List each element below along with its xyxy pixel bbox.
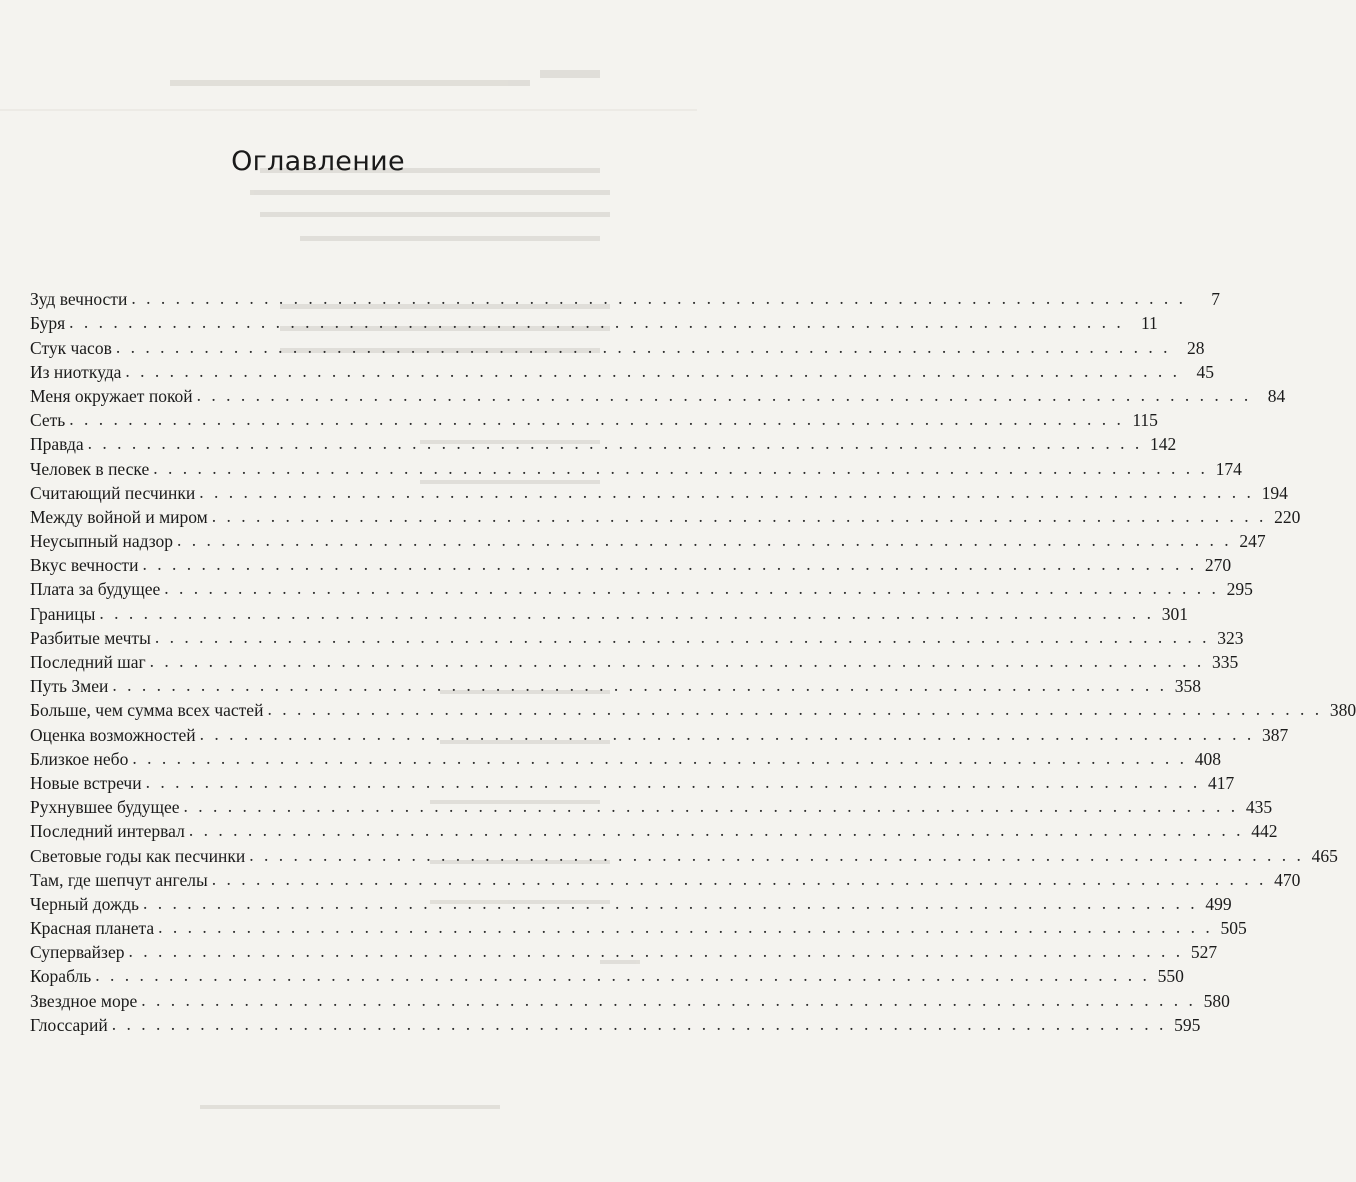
toc-entry-title: Между войной и миром [30,506,208,527]
toc-entry-title: Световые годы как песчинки [30,845,246,866]
toc-entry-title: Границы [30,603,96,624]
toc-dot-leader: . . . . . . . . . . . . . . . . . . . . . . . . . . . . . . . . . . . . . . . . . . . . . . . . . . . . . . . . . . . . . . . . . . . . . . . . [188,820,1244,841]
toc-dot-leader: . . . . . . . . . . . . . . . . . . . . . . . . . . . . . . . . . . . . . . . . . . . . . . . . . . . . . . . . . . . . . . . . . . . . . . . . [142,892,1198,913]
toc-entry-title: Вкус вечности [30,555,139,576]
toc-entry-page-number: 505 [1220,918,1247,939]
toc-entry [30,890,1232,914]
toc-entry-title: Рухнувшее будущее [30,797,180,818]
toc-entry-page-number: 417 [1207,772,1235,793]
toc-dot-leader: . . . . . . . . . . . . . . . . . . . . . . . . . . . . . . . . . . . . . . . . . . . . . . . . . . . . . . . . . . . . . . . . . . . . . . . . [99,602,1155,623]
toc-dot-leader: . . . . . . . . . . . . . . . . . . . . . . . . . . . . . . . . . . . . . . . . . . . . . . . . . . . . . . . . . . . . . . . . . . . . . . . . [196,384,1252,405]
toc-entry [30,333,1205,358]
toc-entry [30,479,1288,503]
toc-entry-title: Плата за будущее [30,579,161,600]
toc-entry [30,672,1201,697]
toc-entry [30,358,1215,382]
toc-entry-title: Глоссарий [30,1014,108,1035]
toc-entry [30,624,1244,648]
toc-entry [30,793,1273,818]
toc-dot-leader: . . . . . . . . . . . . . . . . . . . . . . . . . . . . . . . . . . . . . . . . . . . . . . . . . . . . . . . . . . . . . . . . . . . . . . . . [211,868,1267,889]
toc-dot-leader: . . . . . . . . . . . . . . . . . . . . . . . . . . . . . . . . . . . . . . . . . . . . . . . . . . . . . . . . . . . . . . . . . . . . . . . . [199,723,1255,744]
toc-entry-page-number: 442 [1251,821,1278,842]
toc-entry-title: Новые встречи [30,772,142,793]
toc-entry-title: Правда [30,434,84,455]
toc-dot-leader: . . . . . . . . . . . . . . . . . . . . . . . . . . . . . . . . . . . . . . . . . . . . . . . . . . . . . . . . . . . . . . . . . . . . . . . . [131,288,1186,309]
toc-entry-page-number: 174 [1215,458,1242,479]
toc-dot-leader: . . . . . . . . . . . . . . . . . . . . . . . . . . . . . . . . . . . . . . . . . . . . . . . . . . . . . . . . . . . . . . . . . . . . . . . . [177,530,1232,551]
toc-entry-title: Последний интервал [30,821,185,842]
toc-dot-leader: . . . . . . . . . . . . . . . . . . . . . . . . . . . . . . . . . . . . . . . . . . . . . . . . . . . . . . . . . . . . . . . . . . . . . . . . [149,651,1205,671]
toc-entry-title: Человек в песке [30,458,150,479]
toc-entry-title: Зуд вечности [30,289,128,310]
toc-dot-leader: . . . . . . . . . . . . . . . . . . . . . . . . . . . . . . . . . . . . . . . . . . . . . . . . . . . . . . . . . . . . . . . . . . . . . . . . [153,457,1208,478]
toc-entry-page-number: 380 [1329,700,1356,721]
toc-entry-page-number: 435 [1245,797,1273,818]
toc-entry-page-number: 84 [1267,385,1286,406]
toc-entry-page-number: 7 [1211,289,1220,310]
toc-entry [30,866,1301,890]
toc-entry-page-number: 499 [1205,893,1232,914]
toc-entry-page-number: 595 [1174,1014,1201,1035]
toc-dot-leader: . . . . . . . . . . . . . . . . . . . . . . . . . . . . . . . . . . . . . . . . . . . . . . . . . . . . . . . . . . . . . . . . . . . . . . . . [111,1013,1167,1034]
toc-entry [30,430,1177,455]
toc-entry-page-number: 247 [1239,531,1266,552]
toc-dot-leader: . . . . . . . . . . . . . . . . . . . . . . . . . . . . . . . . . . . . . . . . . . . . . . . . . . . . . . . . . . . . . . . . . . . . . . . . [199,481,1254,502]
toc-entry-page-number: 465 [1311,845,1338,866]
toc-entry [30,720,1289,745]
toc-entry [30,648,1239,672]
toc-entry-title: Черный дождь [30,893,139,914]
toc-entry-title: Неусыпный надзор [30,531,174,552]
page-title: Оглавление [231,146,405,177]
table-of-contents [30,285,1356,1035]
toc-entry [30,551,1232,576]
toc-dot-leader: . . . . . . . . . . . . . . . . . . . . . . . . . . . . . . . . . . . . . . . . . . . . . . . . . . . . . . . . . . . . . . . . . . . . . . . . [112,675,1167,696]
toc-entry-title: Путь Змеи [30,676,109,697]
toc-entry-title: Считающий песчинки [30,482,196,503]
toc-entry [30,503,1301,527]
toc-entry [30,938,1218,963]
toc-entry [30,696,1356,721]
toc-dot-leader: . . . . . . . . . . . . . . . . . . . . . . . . . . . . . . . . . . . . . . . . . . . . . . . . . . . . . . . . . . . . . . . . . . . . . . . . [211,505,1267,526]
toc-entry [30,285,1220,310]
toc-entry-title: Последний шаг [30,652,146,672]
toc-entry-page-number: 115 [1132,410,1158,431]
toc-entry-title: Сеть [30,410,66,431]
toc-entry-page-number: 220 [1274,506,1301,527]
toc-entry-page-number: 470 [1274,869,1301,890]
toc-entry-page-number: 580 [1203,990,1230,1011]
toc-entry-page-number: 142 [1150,434,1177,455]
toc-entry [30,309,1158,334]
toc-entry-title: Красная планета [30,918,155,939]
toc-entry-page-number: 387 [1262,724,1289,745]
toc-entry-title: Близкое небо [30,748,129,769]
toc-dot-leader: . . . . . . . . . . . . . . . . . . . . . . . . . . . . . . . . . . . . . . . . . . . . . . . . . . . . . . . . . . . . . . . . . . . . . . . . [164,578,1219,599]
toc-entry-title: Из ниоткуда [30,361,122,382]
toc-entry [30,745,1221,769]
toc-entry [30,382,1286,406]
toc-entry-title: Больше, чем сумма всех частей [30,700,264,721]
toc-entry-page-number: 323 [1217,627,1244,648]
toc-dot-leader: . . . . . . . . . . . . . . . . . . . . . . . . . . . . . . . . . . . . . . . . . . . . . . . . . . . . . . . . . . . . . . . . . . . . . . . . [69,409,1124,430]
toc-dot-leader: . . . . . . . . . . . . . . . . . . . . . . . . . . . . . . . . . . . . . . . . . . . . . . . . . . . . . . . . . . . . . . . . . . . . . . . . [141,989,1196,1010]
toc-entry-page-number: 527 [1190,942,1218,963]
toc-entry-title: Там, где шепчут ангелы [30,869,208,890]
toc-entry-page-number: 11 [1140,313,1158,334]
toc-dot-leader: . . . . . . . . . . . . . . . . . . . . . . . . . . . . . . . . . . . . . . . . . . . . . . . . . . . . . . . . . . . . . . . . . . . . . . . . [267,699,1323,720]
toc-entry-page-number: 301 [1161,603,1189,624]
toc-entry-page-number: 45 [1196,361,1215,382]
toc-dot-leader: . . . . . . . . . . . . . . . . . . . . . . . . . . . . . . . . . . . . . . . . . . . . . . . . . . . . . . . . . . . . . . . . . . . . . . . . [142,554,1198,575]
toc-entry-page-number: 295 [1226,579,1253,600]
toc-entry-title: Оценка возможностей [30,724,196,745]
toc-entry [30,914,1247,939]
toc-dot-leader: . . . . . . . . . . . . . . . . . . . . . . . . . . . . . . . . . . . . . . . . . . . . . . . . . . . . . . . . . . . . . . . . . . . . . . . . [145,771,1201,792]
toc-entry [30,769,1235,793]
toc-dot-leader: . . . . . . . . . . . . . . . . . . . . . . . . . . . . . . . . . . . . . . . . . . . . . . . . . . . . . . . . . . . . . . . . . . . . . . . . [183,796,1239,817]
toc-entry-page-number: 270 [1204,555,1232,576]
toc-entry [30,527,1266,552]
toc-entry-page-number: 194 [1261,482,1288,503]
toc-entry [30,841,1338,866]
toc-dot-leader: . . . . . . . . . . . . . . . . . . . . . . . . . . . . . . . . . . . . . . . . . . . . . . . . . . . . . . . . . . . . . . . . . . . . . . . . [249,844,1304,865]
toc-dot-leader: . . . . . . . . . . . . . . . . . . . . . . . . . . . . . . . . . . . . . . . . . . . . . . . . . . . . . . . . . . . . . . . . . . . . . . . . [128,941,1184,962]
toc-entry [30,986,1230,1011]
toc-entry [30,962,1184,987]
toc-entry-page-number: 28 [1186,337,1205,358]
toc-entry-page-number: 358 [1174,676,1201,697]
toc-dot-leader: . . . . . . . . . . . . . . . . . . . . . . . . . . . . . . . . . . . . . . . . . . . . . . . . . . . . . . . . . . . . . . . . . . . . . . . . [69,312,1124,333]
toc-entry-page-number: 335 [1212,652,1239,672]
toc-entry [30,817,1278,842]
toc-dot-leader: . . . . . . . . . . . . . . . . . . . . . . . . . . . . . . . . . . . . . . . . . . . . . . . . . . . . . . . . . . . . . . . . . . . . . . . . [154,626,1210,647]
toc-dot-leader: . . . . . . . . . . . . . . . . . . . . . . . . . . . . . . . . . . . . . . . . . . . . . . . . . . . . . . . . . . . . . . . . . . . . . . . . [132,747,1187,768]
toc-entry-title: Супервайзер [30,942,125,963]
toc-dot-leader: . . . . . . . . . . . . . . . . . . . . . . . . . . . . . . . . . . . . . . . . . . . . . . . . . . . . . . . . . . . . . . . . . . . . . . . . [125,360,1181,381]
toc-dot-leader: . . . . . . . . . . . . . . . . . . . . . . . . . . . . . . . . . . . . . . . . . . . . . . . . . . . . . . . . . . . . . . . . . . . . . . . . [95,965,1150,986]
toc-entry-title: Меня окружает покой [30,385,193,406]
toc-entry [30,454,1242,479]
toc-entry [30,406,1158,431]
toc-entry [30,575,1253,600]
toc-dot-leader: . . . . . . . . . . . . . . . . . . . . . . . . . . . . . . . . . . . . . . . . . . . . . . . . . . . . . . . . . . . . . . . . . . . . . . . . [87,433,1143,454]
toc-entry-title: Стук часов [30,337,112,358]
toc-dot-leader: . . . . . . . . . . . . . . . . . . . . . . . . . . . . . . . . . . . . . . . . . . . . . . . . . . . . . . . . . . . . . . . . . . . . . . . . [115,336,1171,357]
toc-entry-page-number: 550 [1157,966,1184,987]
toc-entry-title: Буря [30,313,66,334]
toc-entry-title: Разбитые мечты [30,627,151,648]
toc-entry [30,1011,1201,1035]
toc-entry-page-number: 408 [1194,748,1221,769]
toc-entry-title: Звездное море [30,990,138,1011]
toc-entry-title: Корабль [30,966,92,987]
toc-dot-leader: . . . . . . . . . . . . . . . . . . . . . . . . . . . . . . . . . . . . . . . . . . . . . . . . . . . . . . . . . . . . . . . . . . . . . . . . [158,917,1213,938]
toc-entry [30,599,1189,624]
